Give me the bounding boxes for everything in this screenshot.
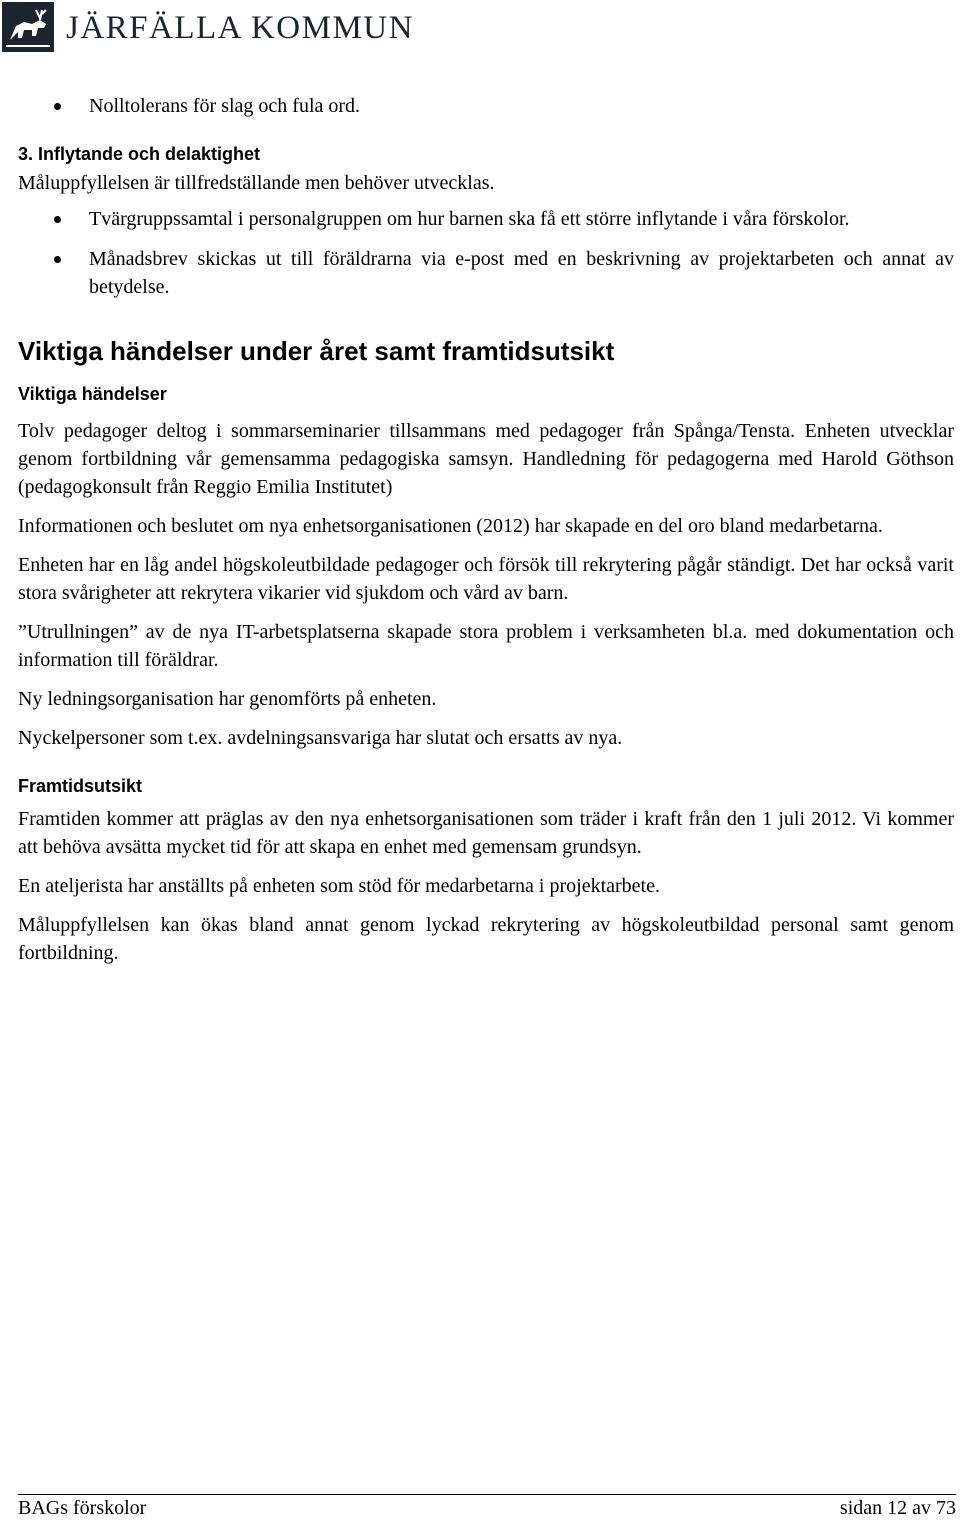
document-body	[18, 92, 954, 978]
org-name: JÄRFÄLLA KOMMUN	[66, 10, 414, 46]
paragraph: Nyckelpersoner som t.ex. avdelningsansvariga har slutat och ersatts av nya.	[18, 727, 623, 749]
paragraph: En ateljerista har anställts på enheten som stöd för medarbetarna i projektarbete.	[18, 875, 660, 897]
subheading-events: Viktiga händelser	[18, 384, 167, 404]
list-item	[18, 245, 954, 301]
paragraph: Ny ledningsorganisation har genomförts på enheten.	[18, 688, 437, 710]
list-item	[18, 205, 954, 233]
paragraph: Framtiden kommer att präglas av den nya enhetsorganisationen som träder i kraft från den 1 juli 2012. Vi kommer att behöva avsätta mycket tid för att skapa en enhet med gemensam grundsyn.	[18, 808, 954, 858]
footer-title: BAGs förskolor	[18, 1497, 147, 1519]
paragraph: ”Utrullningen” av de nya IT-arbetsplatserna skapade stora problem i verksamheten bl.a. med dokumentation och information till föräldrar.	[18, 621, 954, 671]
bullet-icon	[54, 216, 61, 223]
coat-of-arms-icon	[2, 2, 54, 52]
bullet-icon	[54, 103, 61, 110]
paragraph: Måluppfyllelsen kan ökas bland annat genom lyckad rekrytering av högskoleutbildad personal samt genom fortbildning.	[18, 914, 954, 964]
paragraph: Tolv pedagoger deltog i sommarseminarier tillsammans med pedagoger från Spånga/Tensta. Enheten utvecklar genom fortbildning vår gemensamma pedagogiska samsyn. Handledning för pedagogerna med Harold Göthson (pedagogkonsult från Reggio Emilia Institutet)	[18, 420, 954, 498]
page-number: sidan 12 av 73	[839, 1497, 956, 1519]
page-footer	[18, 1494, 956, 1519]
section-heading: 3. Inflytande och delaktighet	[18, 144, 261, 164]
list-item-text: Tvärgruppssamtal i personalgruppen om hur barnen ska få ett större inflytande i våra förskolor.	[89, 208, 850, 230]
list-item-text: Nolltolerans för slag och fula ord.	[89, 95, 361, 117]
paragraph: Måluppfyllelsen är tillfredställande men behöver utvecklas.	[18, 172, 495, 194]
subheading-outlook: Framtidsutsikt	[18, 776, 143, 796]
main-heading: Viktiga händelser under året samt framtidsutsikt	[18, 336, 615, 366]
paragraph: Informationen och beslutet om nya enhetsorganisationen (2012) har skapade en del oro bland medarbetarna.	[18, 515, 883, 537]
list-item-text: Månadsbrev skickas ut till föräldrarna via e-post med en beskrivning av projektarbeten och annat av betydelse.	[89, 248, 954, 298]
paragraph: Enheten har en låg andel högskoleutbildade pedagoger och försök till rekrytering pågår ständigt. Det har också varit stora svårigheter att rekrytera vikarier vid sjukdom och vård av barn.	[18, 554, 954, 604]
bullet-icon	[54, 256, 61, 263]
list-item	[18, 92, 954, 120]
page-header	[0, 0, 960, 56]
